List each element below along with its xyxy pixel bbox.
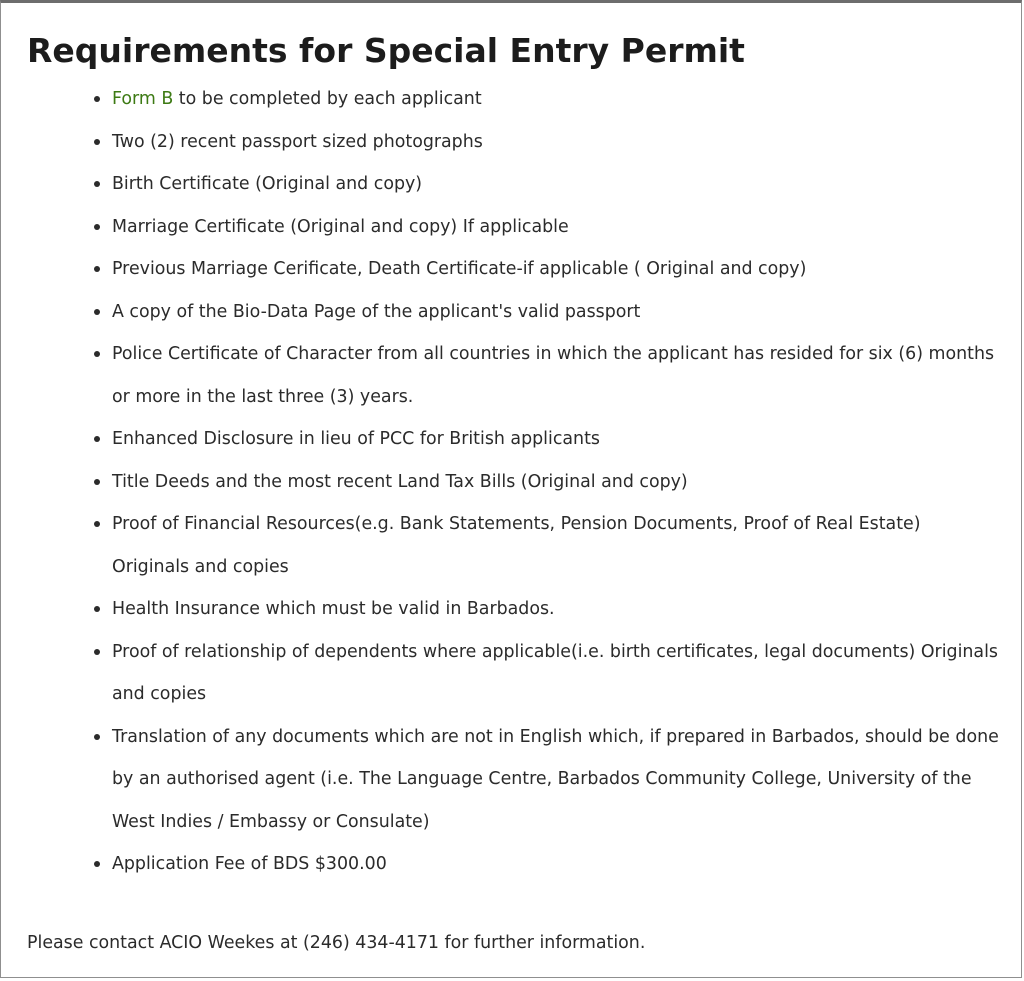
list-item [112, 206, 1002, 249]
list-item-text: to be completed by each applicant [173, 89, 482, 109]
bullet-icon [94, 649, 100, 655]
page-title: Requirements for Special Entry Permit [27, 31, 745, 70]
list-item [112, 121, 1002, 164]
list-item-text: Title Deeds and the most recent Land Tax Bills (Original and copy) [112, 471, 688, 492]
list-item-text: Proof of Financial Resources(e.g. Bank Statements, Pension Documents, Proof of Real Estate) Originals and copies [112, 514, 921, 577]
list-item-text: Health Insurance which must be valid in Barbados. [112, 599, 555, 619]
list-item-text: Police Certificate of Character from all countries in which the applicant has resided for six (6) months or more in the last three (3) years. [112, 344, 995, 407]
list-item-text: Application Fee of BDS $300.00 [112, 854, 387, 874]
bullet-icon [94, 266, 100, 272]
list-item-form-b [112, 78, 1002, 121]
form-b-link[interactable]: Form B [112, 89, 174, 109]
list-item-text: Two (2) recent passport sized photographs [112, 131, 483, 152]
list-item [112, 503, 1002, 588]
list-item [112, 291, 1002, 334]
list-item-text: Marriage Certificate (Original and copy) If applicable [112, 216, 569, 237]
bullet-icon [94, 139, 100, 145]
list-item-text: Enhanced Disclosure in lieu of PCC for British applicants [112, 429, 600, 449]
list-item [112, 716, 1002, 844]
list-item [112, 588, 1002, 631]
bullet-icon [94, 351, 100, 357]
list-item [112, 461, 1002, 504]
list-item-text: Proof of relationship of dependents where applicable(i.e. birth certificates, legal documents) Originals and copies [112, 641, 998, 704]
requirements-list [112, 78, 1002, 886]
list-item [112, 248, 1002, 291]
list-item [112, 631, 1002, 716]
bullet-icon [94, 521, 100, 527]
list-item [112, 333, 1002, 418]
bullet-icon [94, 734, 100, 740]
bullet-icon [94, 479, 100, 485]
list-item [112, 418, 1002, 461]
list-item-text: Translation of any documents which are not in English which, if prepared in Barbados, should be done by an authorised agent (i.e. The Language Centre, Barbados Community College, University of the West Indies / Embassy or Consulate) [112, 726, 999, 832]
list-item [112, 843, 1002, 886]
list-item [112, 163, 1002, 206]
bullet-icon [94, 436, 100, 442]
bullet-icon [94, 224, 100, 230]
list-item-text: A copy of the Bio-Data Page of the applicant's valid passport [112, 301, 641, 322]
bullet-icon [94, 606, 100, 612]
contact-note: Please contact ACIO Weekes at (246) 434-4171 for further information. [27, 933, 646, 953]
bullet-icon [94, 181, 100, 187]
list-item-text: Previous Marriage Cerificate, Death Certificate-if applicable ( Original and copy) [112, 259, 807, 279]
bullet-icon [94, 861, 100, 867]
list-item-text: Birth Certificate (Original and copy) [112, 174, 423, 194]
bullet-icon [94, 96, 100, 102]
bullet-icon [94, 309, 100, 315]
